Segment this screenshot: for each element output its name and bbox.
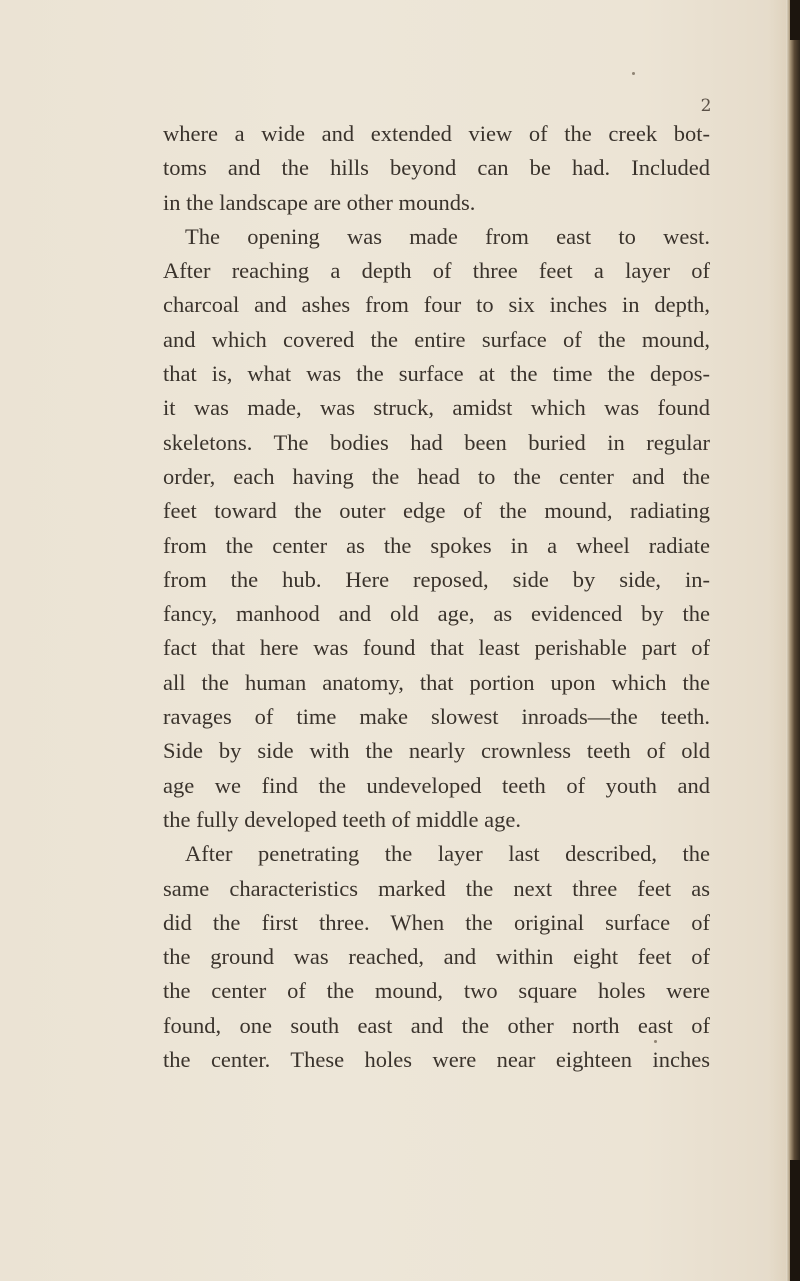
paper-speck — [654, 1040, 657, 1043]
text-line: from the hub. Here reposed, side by side, in- — [163, 566, 710, 592]
text-line: from the center as the spokes in a wheel radiate — [163, 532, 710, 558]
text-line: found, one south east and the other north east of — [163, 1012, 710, 1038]
text-line: the center. These holes were near eighteen inches — [163, 1047, 710, 1073]
text-line: ravages of time make slowest inroads—the teeth. — [163, 704, 710, 730]
text-line: did the first three. When the original surface of — [163, 909, 710, 935]
body-text — [163, 117, 710, 1077]
text-line: The opening was made from east to west. — [185, 223, 710, 249]
text-line: in the landscape are other mounds. — [163, 189, 476, 215]
text-line: it was made, was struck, amidst which was found — [163, 395, 710, 421]
text-line: charcoal and ashes from four to six inches in depth, — [163, 292, 710, 318]
text-line: After penetrating the layer last described, the — [185, 841, 710, 867]
text-line: Side by side with the nearly crownless teeth of old — [163, 738, 710, 764]
text-line: fancy, manhood and old age, as evidenced by the — [163, 601, 710, 627]
binding-shadow — [790, 1160, 800, 1281]
text-line: After reaching a depth of three feet a layer of — [163, 258, 710, 284]
text-line: feet toward the outer edge of the mound, radiating — [163, 498, 710, 524]
binding-shadow — [790, 0, 800, 40]
text-line: that is, what was the surface at the time the depos- — [163, 361, 710, 387]
text-line: where a wide and extended view of the creek bot- — [163, 121, 710, 146]
page-binding-edge — [786, 0, 800, 1281]
text-line: fact that here was found that least perishable part of — [163, 635, 710, 661]
text-line: all the human anatomy, that portion upon which the — [163, 669, 710, 695]
text-line: and which covered the entire surface of the mound, — [163, 326, 710, 352]
text-line: the ground was reached, and within eight feet of — [163, 944, 710, 970]
text-line: skeletons. The bodies had been buried in regular — [163, 429, 710, 455]
text-line: order, each having the head to the center and the — [163, 463, 710, 489]
paper-speck — [632, 72, 635, 75]
text-line: same characteristics marked the next three feet as — [163, 875, 710, 901]
text-line: age we find the undeveloped teeth of youth and — [163, 772, 710, 798]
text-line: the center of the mound, two square holes were — [163, 978, 710, 1004]
page-number: 2 — [700, 96, 712, 116]
text-line: toms and the hills beyond can be had. Included — [163, 155, 710, 181]
text-line: the fully developed teeth of middle age. — [163, 806, 522, 832]
